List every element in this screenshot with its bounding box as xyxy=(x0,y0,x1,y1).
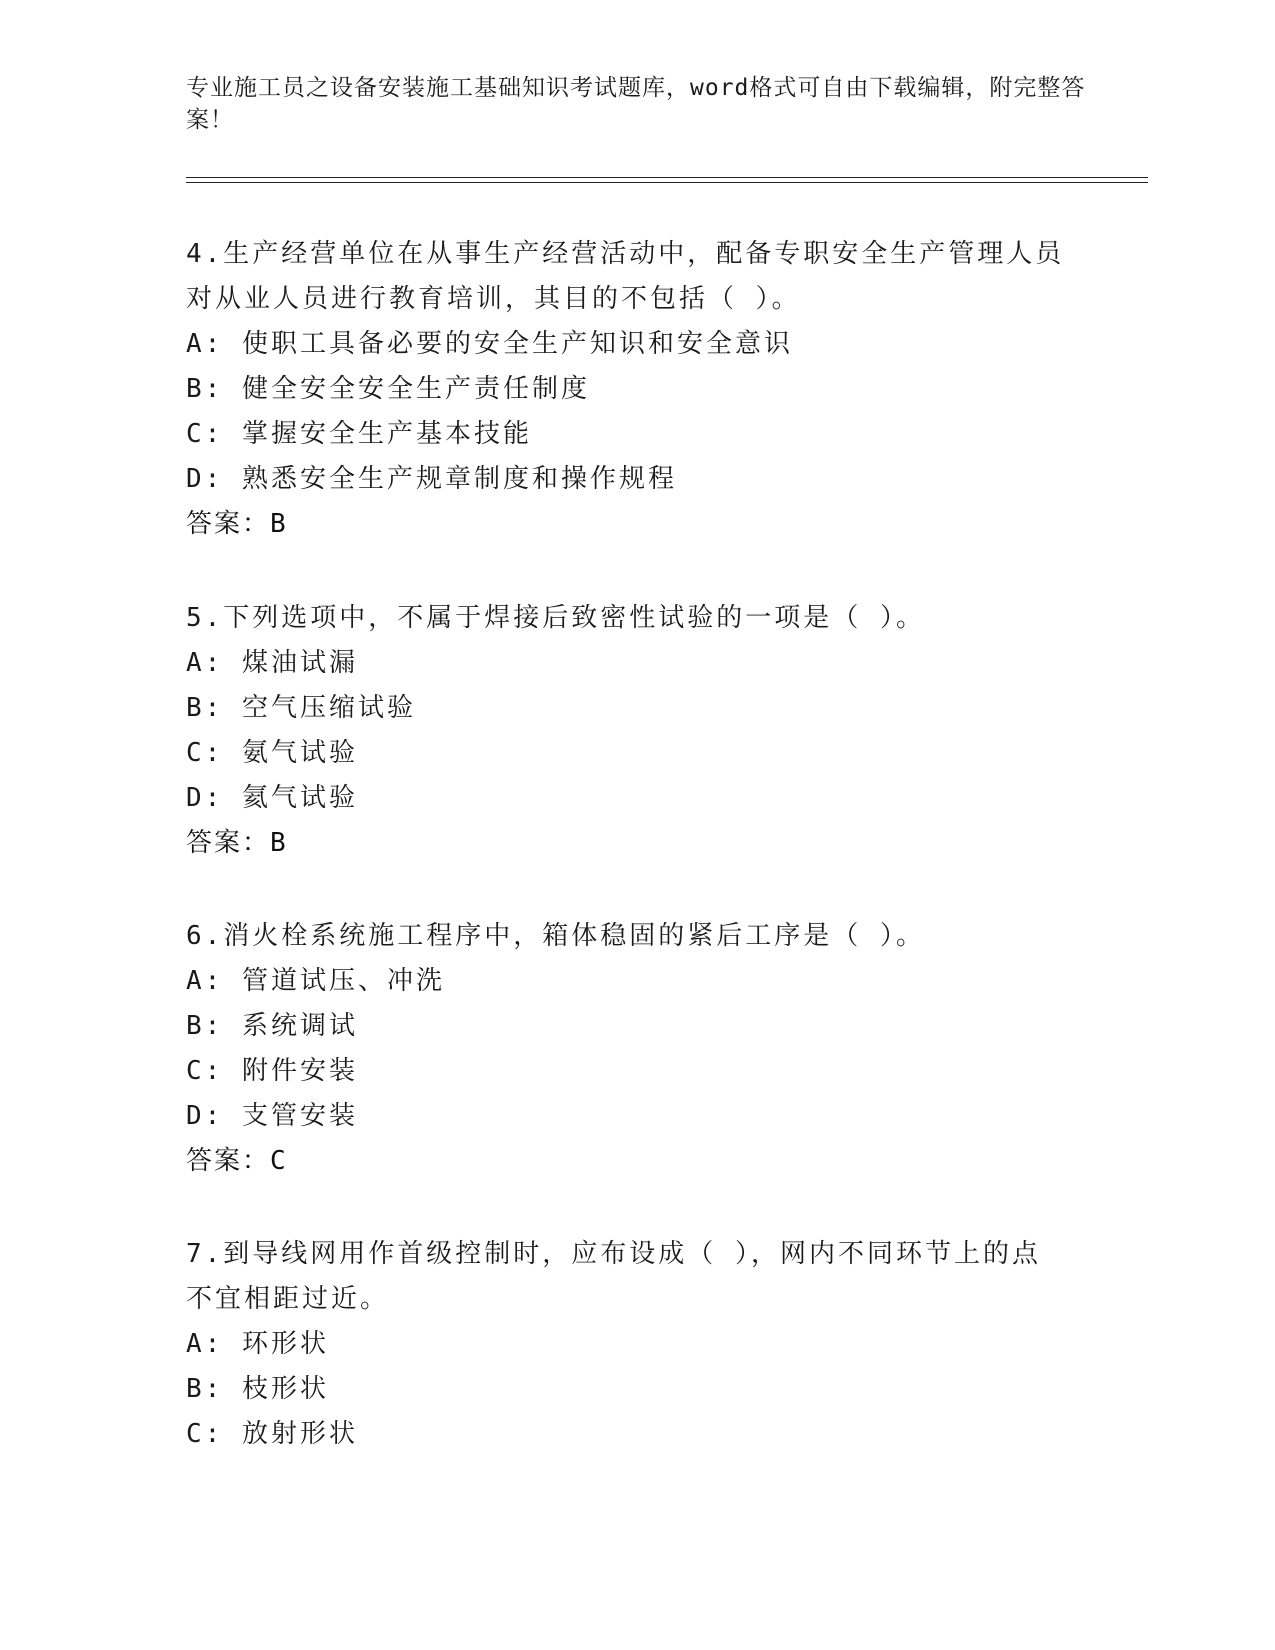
option-d: D: 氦气试验 xyxy=(186,783,358,813)
option-c: C: 氨气试验 xyxy=(186,738,358,768)
question-7 xyxy=(186,1232,1066,1457)
document-header: 专业施工员之设备安装施工基础知识考试题库，word格式可自由下载编辑，附完整答案！ xyxy=(186,75,1086,133)
question-text: 4.生产经营单位在从事生产经营活动中，配备专职安全生产管理人员对从业人员进行教育培训，其目的不包括（ ）。 xyxy=(186,239,1065,314)
option-a: A: 管道试压、冲洗 xyxy=(186,966,445,996)
header-divider-bottom xyxy=(186,182,1148,183)
option-a: A: 环形状 xyxy=(186,1329,329,1359)
option-c: C: 放射形状 xyxy=(186,1419,358,1449)
option-c: C: 附件安装 xyxy=(186,1056,358,1086)
answer: 答案：B xyxy=(186,509,288,539)
option-d: D: 熟悉安全生产规章制度和操作规程 xyxy=(186,464,677,494)
option-b: B: 空气压缩试验 xyxy=(186,693,416,723)
option-b: B: 健全安全安全生产责任制度 xyxy=(186,374,590,404)
option-d: D: 支管安装 xyxy=(186,1101,358,1131)
option-a: A: 煤油试漏 xyxy=(186,648,358,678)
option-c: C: 掌握安全生产基本技能 xyxy=(186,419,532,449)
question-text: 5.下列选项中，不属于焊接后致密性试验的一项是（ ）。 xyxy=(186,603,925,633)
header-divider-top xyxy=(186,177,1148,178)
option-b: B: 系统调试 xyxy=(186,1011,358,1041)
option-a: A: 使职工具备必要的安全生产知识和安全意识 xyxy=(186,329,793,359)
answer: 答案：B xyxy=(186,828,288,858)
option-b: B: 枝形状 xyxy=(186,1374,329,1404)
answer: 答案：C xyxy=(186,1146,288,1176)
question-6 xyxy=(186,914,1066,1184)
question-text: 7.到导线网用作首级控制时，应布设成（ ），网内不同环节上的点不宜相距过近。 xyxy=(186,1239,1041,1314)
question-text: 6.消火栓系统施工程序中，箱体稳固的紧后工序是（ ）。 xyxy=(186,921,925,951)
question-4 xyxy=(186,232,1066,547)
question-5 xyxy=(186,596,1066,866)
